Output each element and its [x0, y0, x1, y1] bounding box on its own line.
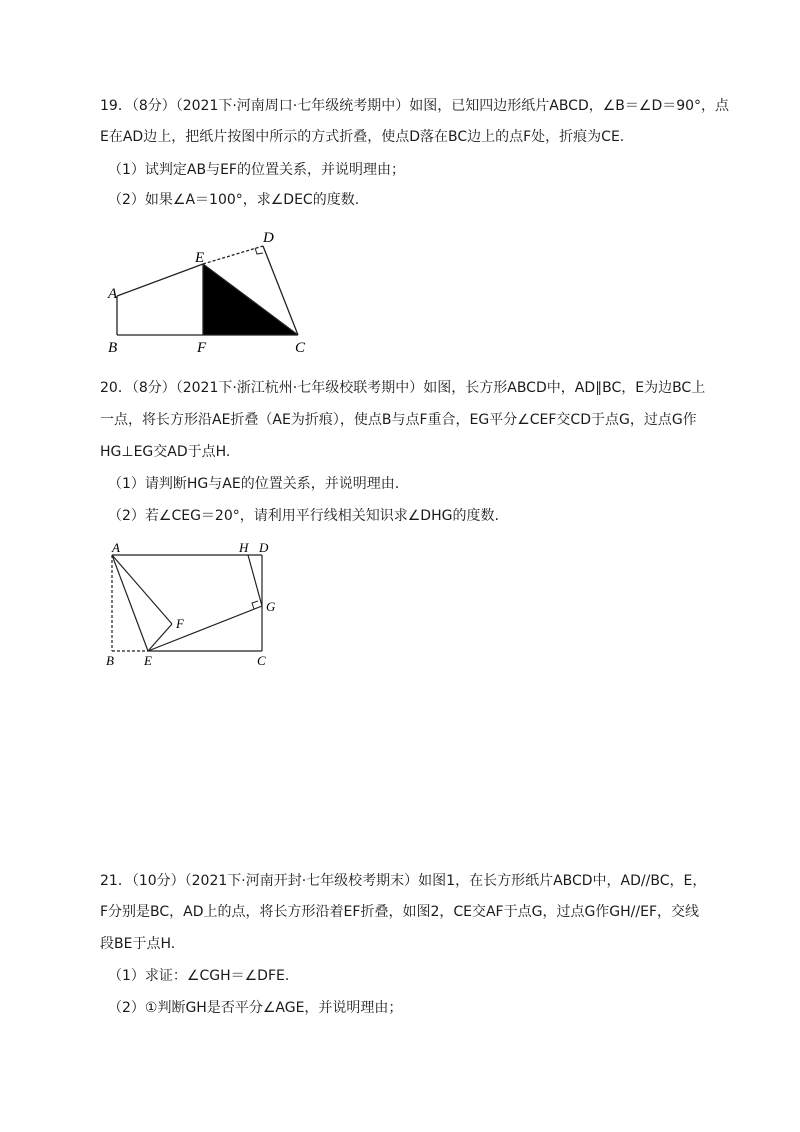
- q19-label-D: D: [263, 230, 274, 246]
- q19-label-F: F: [197, 340, 207, 356]
- q20-label-A: A: [112, 540, 120, 555]
- q21-sub1: （1）求证：∠CGH＝∠DFE.: [108, 968, 290, 984]
- q19-line2: E在AD边上，把纸片按图中所示的方式折叠，使点D落在BC边上的点F处，折痕为CE.: [100, 129, 625, 145]
- q19-label-B: B: [108, 340, 118, 356]
- q19-label-A: A: [108, 286, 118, 302]
- q20-sub1: （1）请判断HG与AE的位置关系，并说明理由.: [108, 476, 400, 492]
- q20-sub2: （2）若∠CEG＝20°，请利用平行线相关知识求∠DHG的度数.: [108, 508, 499, 524]
- q20-label-D: D: [259, 540, 269, 555]
- q20-label-H: H: [239, 540, 249, 555]
- q20-line2: 一点，将长方形沿AE折叠（AE为折痕），使点B与点F重合，EG平分∠CEF交CD于点G，过点G作: [100, 412, 697, 428]
- q19-label-C: C: [295, 340, 306, 356]
- q21-line2: F分别是BC，AD上的点，将长方形沿着EF折叠，如图2，CE交AF于点G，过点G作GH//EF，交线: [100, 904, 700, 920]
- q20-label-B: B: [106, 653, 114, 668]
- q20-line1: 20．（8分）（2021下·浙江杭州·七年级校联考期中）如图，长方形ABCD中，AD∥BC，E为边BC上: [100, 380, 706, 396]
- q20-label-C: C: [257, 653, 266, 668]
- q19-line1: 19．（8分）（2021下·河南周口·七年级统考期中）如图，已知四边形纸片ABCD，∠B＝∠D＝90°，点: [100, 98, 730, 114]
- q19-sub1: （1）试判定AB与EF的位置关系，并说明理由；: [108, 162, 405, 178]
- q20-label-G: G: [266, 599, 276, 614]
- q19-sub2: （2）如果∠A＝100°，求∠DEC的度数.: [108, 192, 360, 208]
- q21-line1: 21．（10分）（2021下·河南开封·七年级校考期末）如图1，在长方形纸片ABCD中，AD//BC，E，: [100, 873, 707, 889]
- q21-sub2: （2）①判断GH是否平分∠AGE，并说明理由；: [108, 1000, 403, 1016]
- q20-label-E: E: [144, 653, 152, 668]
- q20-label-F: F: [176, 616, 184, 631]
- q21-line3: 段BE于点H.: [100, 936, 176, 952]
- q19-label-E: E: [195, 250, 205, 266]
- q20-line3: HG⊥EG交AD于点H.: [100, 444, 231, 460]
